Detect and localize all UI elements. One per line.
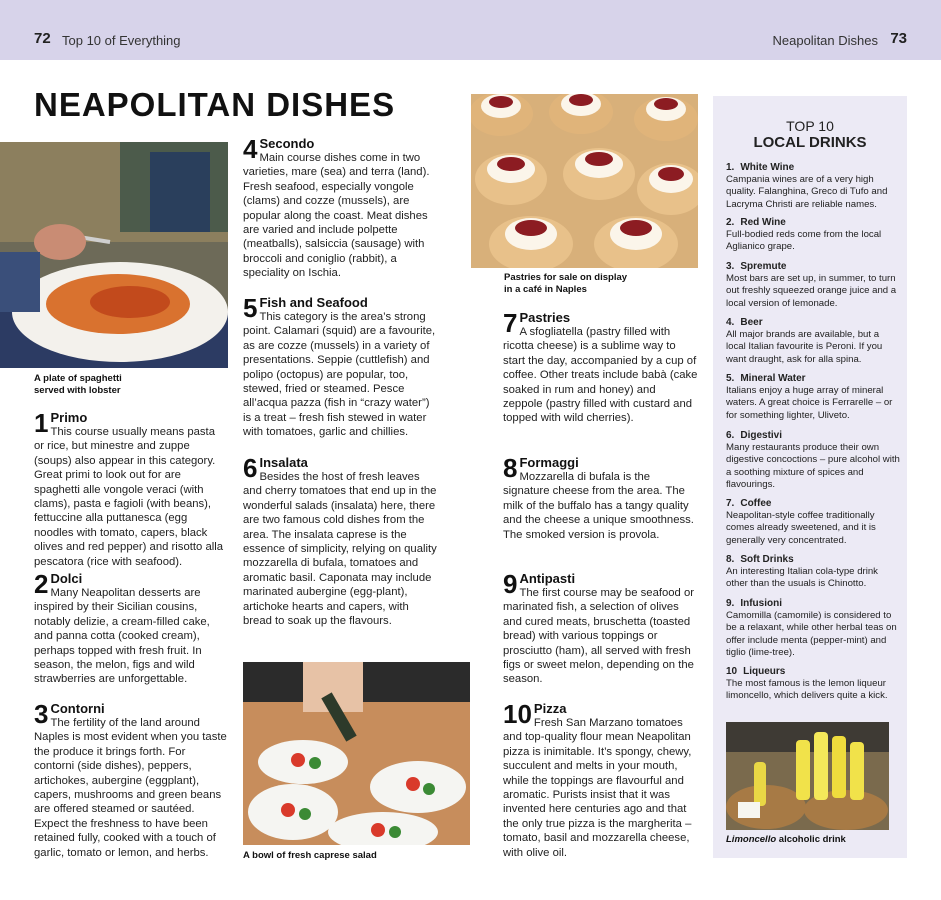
entry-formaggi: [503, 455, 698, 542]
entry-title: Pizza: [533, 701, 567, 716]
drink-item: 5. Mineral Water Italians enjoy a huge array of mineral waters. A great choice is Ferrarelle – or for something lighter, Uliveto.: [726, 373, 893, 421]
sidebar-kicker: TOP 10: [786, 118, 834, 134]
entry-text: Fresh San Marzano tomatoes and top-quality flour mean Neapolitan pizza is inimitable. It’s spongy, chewy, succulent and melts in your mouth, while the toppings are flavourful and aromatic. Purists insist that it was invented here centuries ago and that the only true pizza is the margherita – tomato, basil and mozzarella cheese, with olive oil.: [503, 717, 692, 859]
entry-number: 7: [503, 308, 518, 338]
entry-dolci: [34, 571, 228, 687]
entry-title: Formaggi: [519, 455, 579, 470]
drink-item: 1. White Wine Campania wines are of a very high quality. Falanghina, Greco di Tufo and Lacryma Christi are reliable names.: [726, 162, 888, 210]
spaghetti-caption: A plate of spaghetti served with lobster: [34, 373, 122, 396]
entry-antipasti: [503, 571, 698, 687]
entry-title: Contorni: [50, 701, 105, 716]
right-section-title: Neapolitan Dishes: [772, 33, 878, 48]
entry-title: Dolci: [50, 571, 83, 586]
page-header: [0, 0, 941, 60]
entry-text: Main course dishes come in two varieties, mare (sea) and terra (land). Fresh seafood, especially vongole (clams) and cozze (mussels), are popular along the coast. Meat dishes are varied and include polpette (meatballs), salsiccia (sausage) with broccoli and coniglio (rabbit), a speciality on Ischia.: [243, 152, 430, 280]
pastries-photo: [471, 94, 698, 268]
entry-insalata: [243, 455, 439, 628]
entry-pastries: [503, 310, 698, 426]
entry-title: Pastries: [519, 310, 571, 325]
entry-number: 6: [243, 453, 258, 483]
entry-text: This course usually means pasta or rice, but minestre and zuppe (soups) also appear in this category. Great primi to look out for are spaghetti alle vongole veraci (with clams), pasta e fagioli (with beans), fettuccine alla puttanesca (egg noodles with tomato, capers, black olives and red pepper) and risotto alla pescatora (rice with seafood).: [34, 426, 224, 568]
pastries-caption: Pastries for sale on display in a café in Naples: [504, 272, 628, 295]
drink-item: 3. Spremute Most bars are set up, in summer, to turn out freshly squeezed orange juice and a local version of lemonade.: [726, 261, 897, 309]
entry-pizza: [503, 701, 698, 860]
entry-contorni: [34, 701, 228, 860]
entry-number: 8: [503, 453, 518, 483]
entry-number: 4: [243, 134, 258, 164]
entry-text: Mozzarella di bufala is the signature cheese from the area. The milk of the buffalo has a tangy quality and the cheese a unique smoothness. The smoked version is provola.: [503, 471, 694, 541]
top10-local-drinks-sidebar: [713, 96, 907, 858]
limoncello-photo: [726, 722, 889, 830]
drink-item: 8. Soft Drinks An interesting Italian cola-type drink other than the usuals is Chinotto.: [726, 554, 878, 590]
caprese-salad-photo: [243, 662, 470, 845]
left-page-number: 72: [34, 30, 51, 47]
entry-number: 1: [34, 408, 49, 438]
spaghetti-photo: [0, 142, 228, 368]
entry-number: 2: [34, 569, 49, 599]
drink-item: 2. Red Wine Full-bodied reds come from the local Aglianico grape.: [726, 217, 882, 253]
entry-title: Antipasti: [519, 571, 576, 586]
entry-text: Many Neapolitan desserts are inspired by their Sicilian cousins, notably delizie, a cream-filled cake, and panna cotta (cooked cream), perhaps topped with fresh fruit. In season, the melon, figs and wild strawberries are unforgettable.: [34, 587, 210, 686]
entry-text: The fertility of the land around Naples is most evident when you taste the produce it brings forth. For contorni (side dishes), peppers, artichokes, aubergine (eggplant), capers, mushrooms and green beans are offered steamed or sautéed. Expect the freshness to have been retained fully, cooked with a touch of garlic, tomato or lemon, and herbs.: [34, 717, 227, 859]
right-page-number: 73: [890, 30, 907, 47]
page-title: NEAPOLITAN DISHES: [34, 86, 396, 123]
entry-number: 9: [503, 569, 518, 599]
entry-fish-and-seafood: [243, 295, 439, 440]
limoncello-caption: Limoncello alcoholic drink: [726, 834, 846, 845]
entry-text: This category is the area’s strong point. Calamari (squid) are a favourite, as are cozze (mussels) in a variety of presentations. Seppie (cuttlefish) and polipo (octopus) are popular, too, stewed, fried or steamed. Pesce all’acqua pazza (fish in “crazy water”) is a treat – fresh fish stewed in water with tomatoes, garlic and chillies.: [243, 311, 436, 439]
drink-item: 7. Coffee Neapolitan-style coffee traditionally comes already sweetened, and it is generally very concentrated.: [726, 498, 876, 546]
left-section-title: Top 10 of Everything: [62, 33, 181, 48]
entry-title: Insalata: [259, 455, 308, 470]
sidebar-heading: LOCAL DRINKS: [753, 134, 867, 151]
entry-title: Primo: [50, 410, 88, 425]
drink-item: 6. Digestivi Many restaurants produce their own digestive concoctions – pure alcohol with a soothing mixture of spices and flavourings.: [726, 430, 900, 490]
entry-primo: [34, 410, 228, 569]
drink-item: 9. Infusioni Camomilla (camomile) is considered to be a relaxant, while other herbal teas on offer include menta (pepper-mint) and tiglio (lime-tree).: [726, 598, 897, 658]
entry-number: 5: [243, 293, 258, 323]
caprese-caption: A bowl of fresh caprese salad: [243, 850, 377, 861]
entry-title: Secondo: [259, 136, 315, 151]
entry-number: 10: [503, 699, 532, 729]
entry-text: Besides the host of fresh leaves and cherry tomatoes that end up in the wonderful salads (insalata) here, there are two famous cold dishes from the area. The insalata caprese is the essence of simplicity, relying on quality mozzarella di bufala, tomatoes and aromatic basil. Caponata may include marinated aubergine (egg-plant), artichoke hearts and capers, with bread to soak up the flavours.: [243, 471, 437, 628]
entry-text: The first course may be seafood or marinated fish, a selection of olives and cured meats, bruschetta (toasted bread) with various toppings or prosciutto (ham), all served with fresh figs or sweet melon, depending on the season.: [503, 587, 695, 686]
entry-number: 3: [34, 699, 49, 729]
drink-item: 10 Liqueurs The most famous is the lemon liqueur limoncello, which delivers quite a kick.: [726, 666, 888, 702]
entry-secondo: [243, 136, 439, 281]
entry-text: A sfogliatella (pastry filled with ricotta cheese) is a sublime way to start the day, accompanied by a cup of coffee. Other treats include babà (cake soaked in rum and honey) and zeppole (pastry filled with custard and topped with wild cherries).: [503, 326, 698, 425]
entry-title: Fish and Seafood: [259, 295, 368, 310]
drink-item: 4. Beer All major brands are available, but a local Italian favourite is Peroni. If you want draught, ask for alla spina.: [726, 317, 883, 365]
